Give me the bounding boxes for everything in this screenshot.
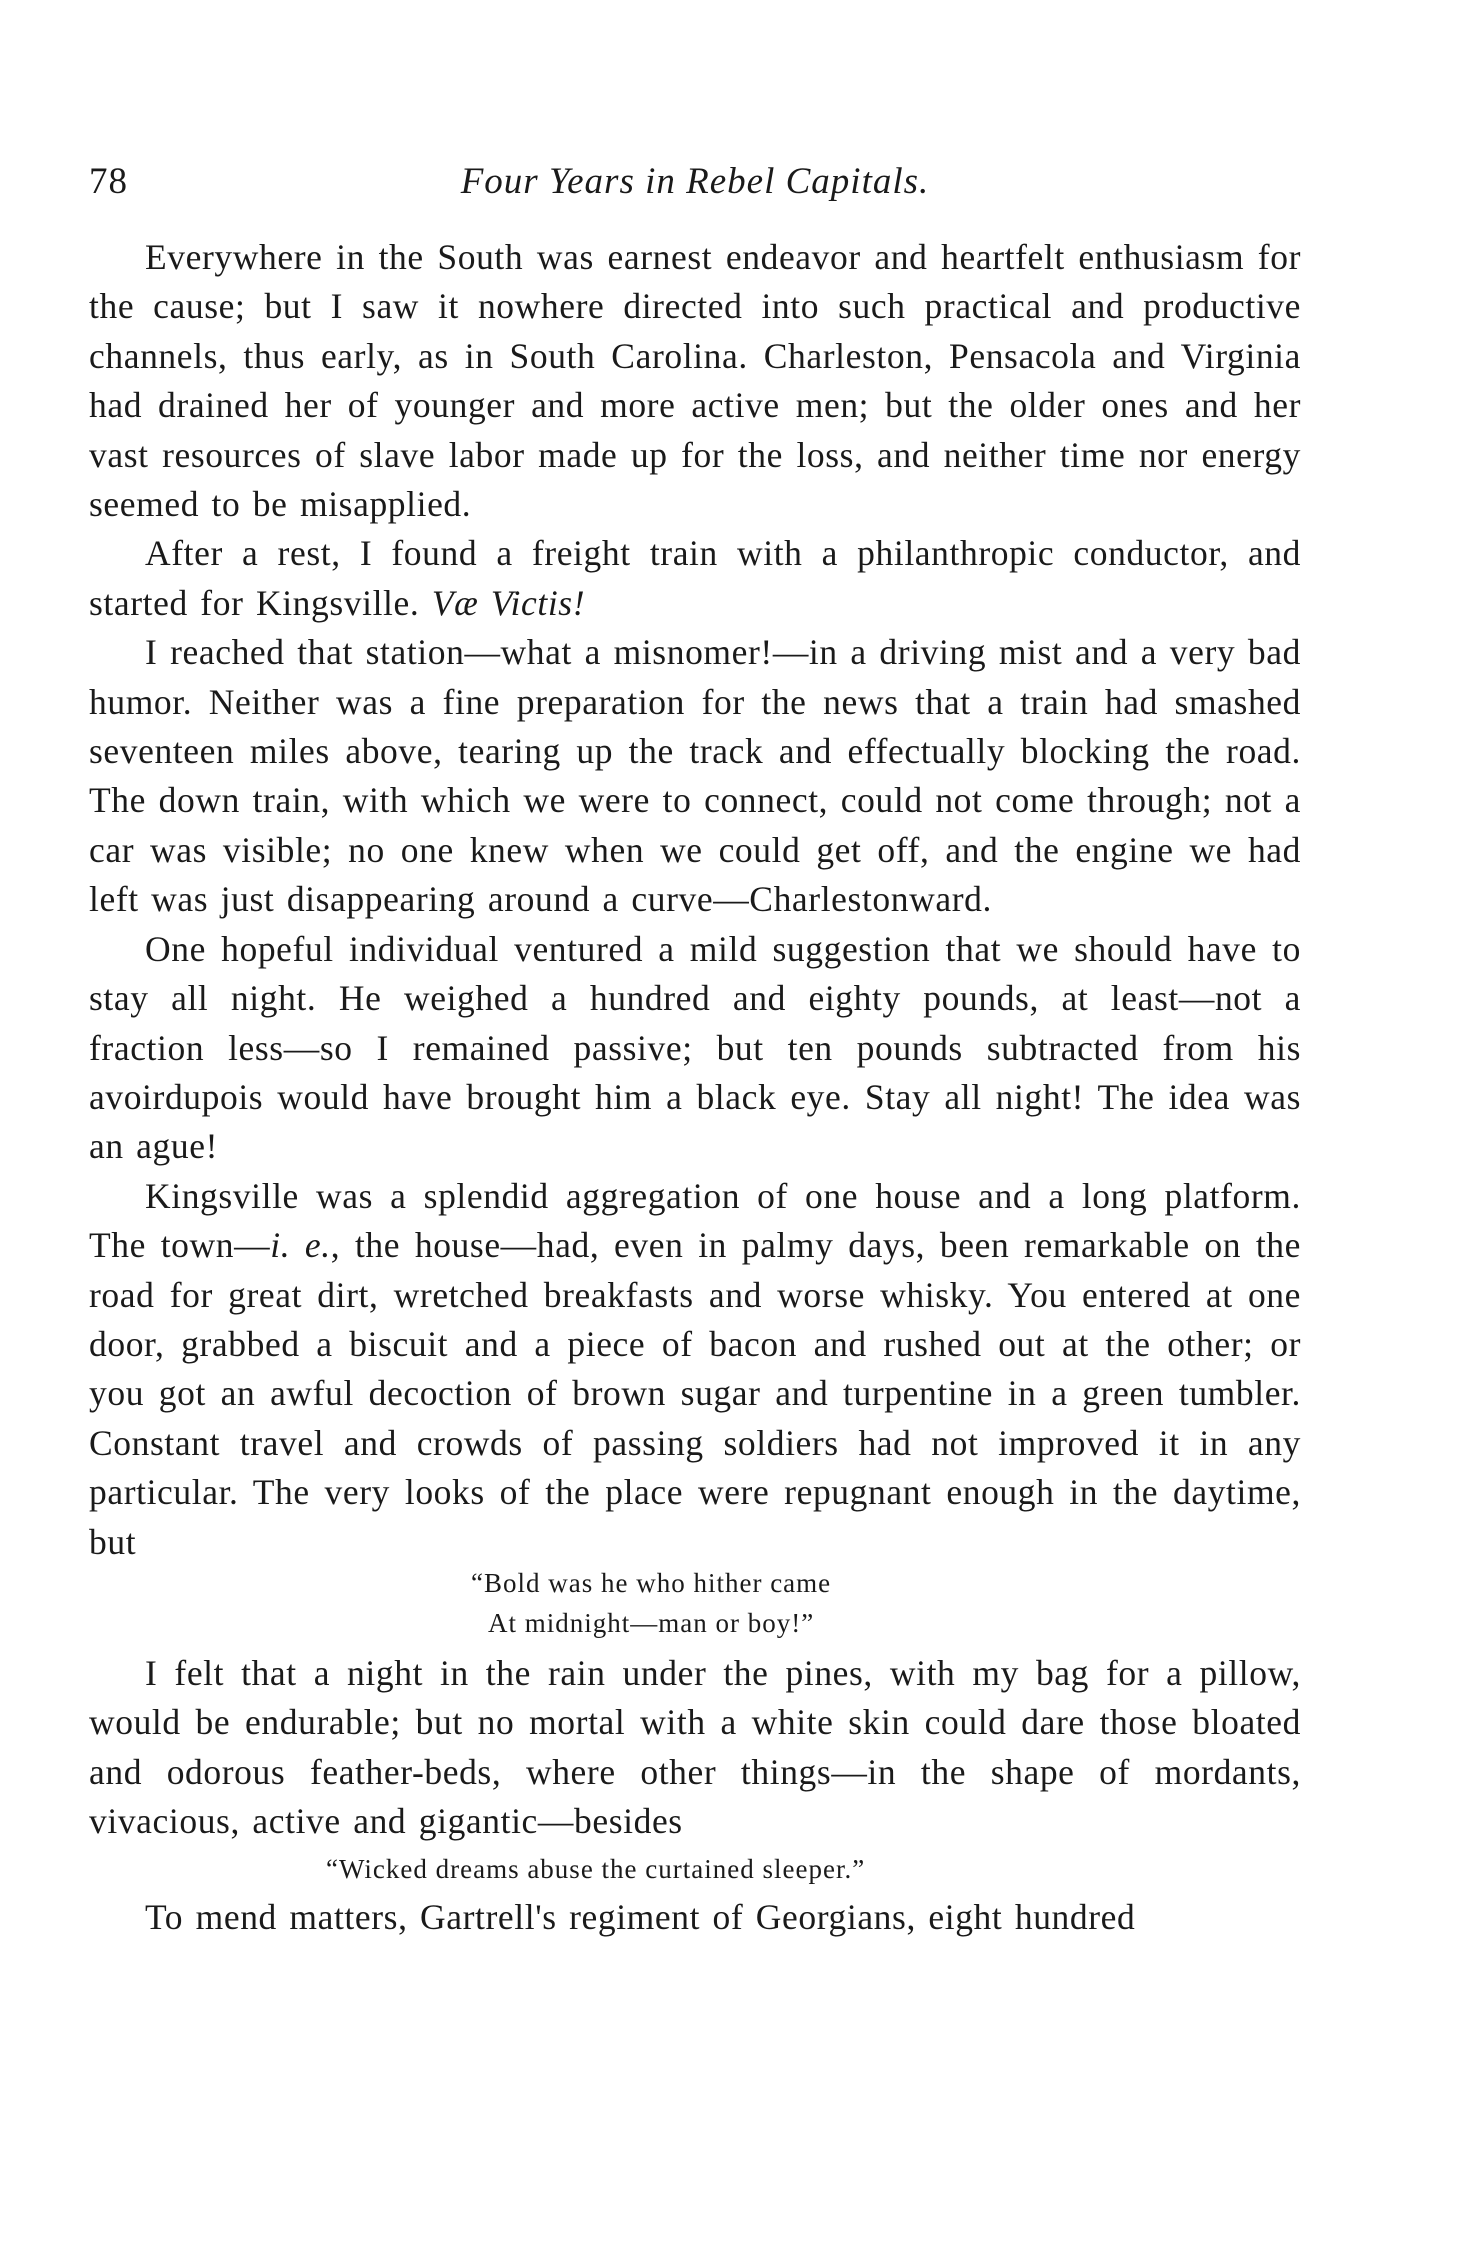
id-est-abbreviation: i. e. [270,1225,331,1266]
paragraph-7 [89,1893,1301,1942]
paragraph-5-continued: , the house—had, even in palmy days, been remarkable on the road for great dirt, wretched breakfasts and worse whisky. You entered at one door, grabbed a biscuit and a piece of bacon and rushed out at the other; or you got an awful decoction of brown sugar and turpentine in a green tumbler. Constant travel and crowds of passing soldiers had not improved it in any particular. The very looks of the place were repugnant enough in the daytime, but [89,1225,1302,1562]
running-head [89,150,1301,210]
paragraph-6-text: I felt that a night in the rain under the pines, with my bag for a pillow, would be endurable; but no mortal with a white skin could dare those bloated and odorous feather-beds, where other things—in the shape of mordants, vivacious, active and gigantic—besides [89,1652,1301,1842]
page-number: 78 [89,161,128,202]
paragraph-5 [89,1172,1301,1567]
paragraph-1 [89,233,1301,529]
paragraph-4-text: One hopeful individual ventured a mild suggestion that we should have to stay all night. He weighed a hundred and eighty pounds, at least—not a fraction less—so I remained passive; but ten pounds subtracted from his avoirdupois would have brought him a black eye. Stay all night! The idea was an ague! [89,928,1301,1167]
paragraph-7-text: To mend matters, Gartrell's regiment of Georgians, eight hundred [145,1896,1136,1937]
paragraph-5-text: Kingsville was a splendid aggregation of one house and a long platform. The town— [89,1175,1301,1266]
running-title: Four Years in Rebel Capitals. [460,161,930,202]
verse-line-2: At midnight—man or boy!” [488,1607,815,1638]
verse-quote [89,1563,1301,1643]
verse-line-1: “Bold was he who hither came [471,1567,832,1598]
paragraph-4 [89,925,1301,1172]
paragraph-3-text: I reached that station—what a misnomer!—in a driving mist and a very bad humor. Neither was a fine preparation for the news that a train had smashed seventeen miles above, tearing up the track and effectually blocking the road. The down train, with which we were to connect, could not come through; not a car was visible; no one knew when we could get off, and the engine we had left was just disappearing around a curve—Charlestonward. [89,632,1301,920]
book-page [89,150,1301,1942]
body-text [89,233,1301,1942]
quote-line: “Wicked dreams abuse the curtained sleeper.” [326,1853,866,1884]
paragraph-2 [89,529,1301,628]
paragraph-3 [89,628,1301,924]
paragraph-1-text: Everywhere in the South was earnest endeavor and heartfelt enthusiasm for the cause; but I saw it nowhere directed into such practical and productive channels, thus early, as in South Carolina. Charleston, Pensacola and Virginia had drained her of younger and more active men; but the older ones and her vast resources of slave labor made up for the loss, and neither time nor energy seemed to be misapplied. [89,237,1301,525]
block-quote [89,1849,1301,1889]
paragraph-6 [89,1649,1301,1847]
vae-victis-phrase: Væ Victis! [431,582,586,623]
paragraph-2-text: After a rest, I found a freight train with a philanthropic conductor, and started for Kingsville. [89,533,1301,623]
